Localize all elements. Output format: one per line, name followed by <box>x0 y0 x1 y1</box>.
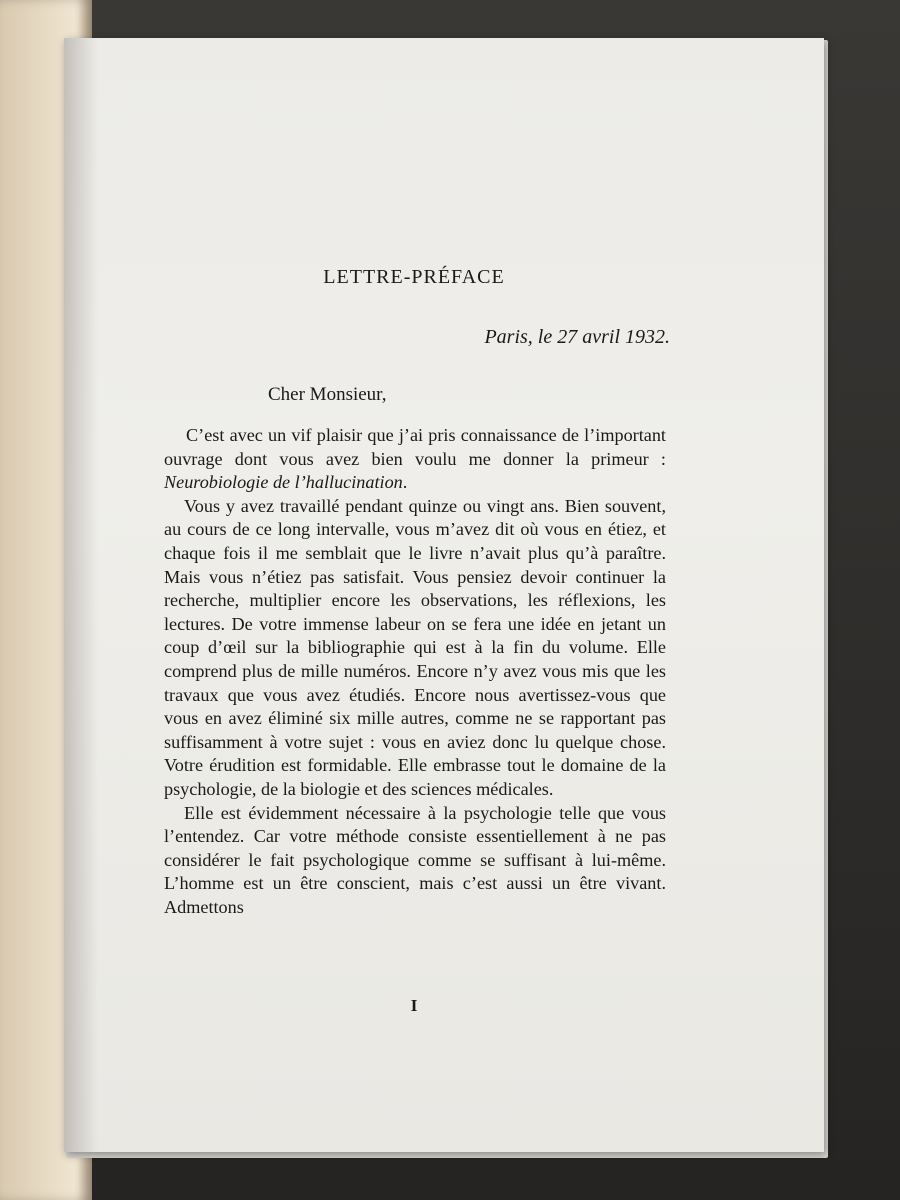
paragraph-1 <box>164 424 666 495</box>
letter-body <box>164 424 666 919</box>
gutter-shadow <box>64 38 98 1152</box>
paragraph-3: Elle est évidemment nécessaire à la psychologie telle que vous l’entendez. Car votre méthode consiste essentiellement à ne pas considérer le fait psychologique comme se suffisant à lui-même. L’homme est un être conscient, mais c’est aussi un être vivant. Admettons <box>164 802 666 917</box>
page-number: I <box>410 996 418 1015</box>
paragraph-2: Vous y avez travaillé pendant quinze ou vingt ans. Bien souvent, au cours de ce long intervalle, vous m’avez dit où vous en étiez, et chaque fois il me semblait que le livre n’avait plus qu’à paraître. Mais vous n’étiez pas satisfait. Vous pensiez devoir continuer la recherche, multiplier encore les observations, les réflexions, les lectures. De votre immense labeur on se fera une idée en jetant un coup d’œil sur la bibliographie qui est à la fin du volume. Elle comprend plus de mille numéros. Encore n’y avez vous mis que les travaux que vous avez étudiés. Encore nous avertissez-vous que vous en avez éliminé six mille autres, comme ne se rapportant pas suffisamment à votre sujet : vous en aviez donc lu quelque chose. Votre érudition est formidable. Elle embrasse tout le domaine de la psychologie, de la biologie et des sciences médicales. <box>164 495 666 799</box>
page-heading: LETTRE-PRÉFACE <box>323 266 505 288</box>
paragraph-1-text: C’est avec un vif plaisir que j’ai pris connaissance de l’important ouvrage dont vous avez bien voulu me donner la primeur : <box>164 425 666 469</box>
book-title-period: . <box>402 472 408 493</box>
dateline: Paris, le 27 avril 1932. <box>484 326 670 348</box>
book-title: Neurobiologie de l’hallucination <box>164 472 403 493</box>
salutation: Cher Monsieur, <box>268 384 387 405</box>
